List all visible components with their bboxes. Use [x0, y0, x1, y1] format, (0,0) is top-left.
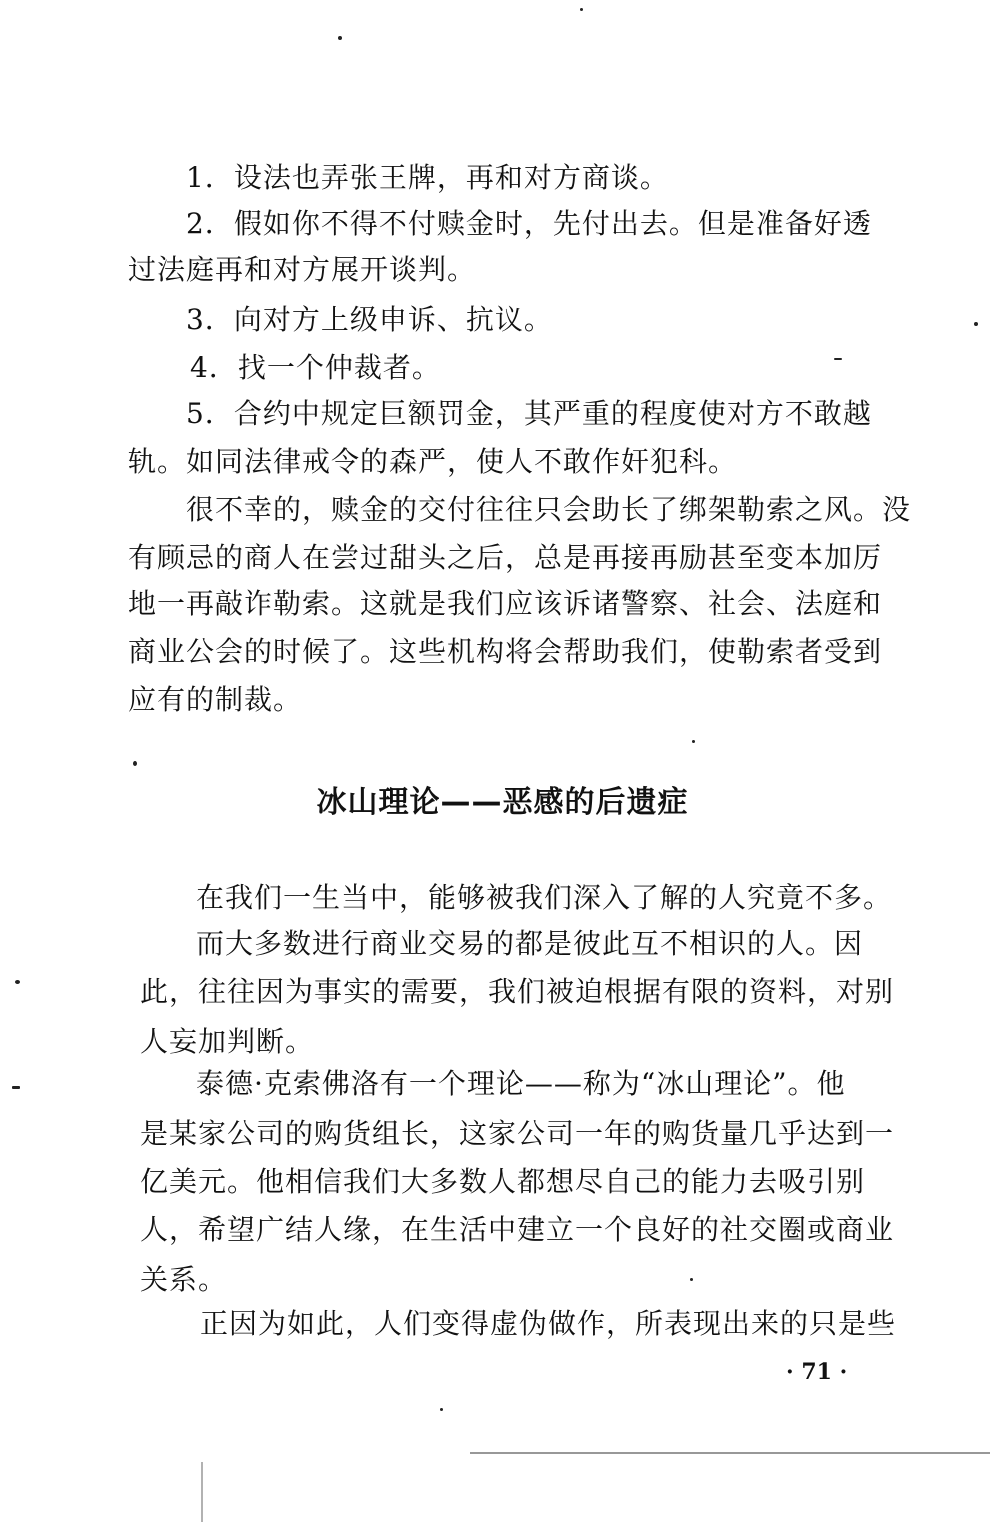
section-paragraph-line: 泰德·克索佛洛有一个理论——称为“冰山理论”。他: [196, 1067, 846, 1100]
section-paragraph-line: 是某家公司的购货组长，这家公司一年的购货量几乎达到一: [140, 1117, 895, 1150]
scan-speck: [133, 761, 137, 766]
scan-speck: [12, 1086, 20, 1089]
section-paragraph-line: 关系。: [140, 1263, 228, 1296]
scan-speck: [690, 1278, 693, 1281]
paragraph-line: 商业公会的时候了。这些机构将会帮助我们，使勒索者受到: [128, 635, 883, 668]
scan-speck: [15, 980, 20, 984]
paragraph-line: 有顾忌的商人在尝过甜头之后，总是再接再励甚至变本加厉: [128, 541, 883, 574]
scan-speck: [692, 740, 695, 743]
list-item-5: 5．合约中规定巨额罚金，其严重的程度使对方不敢越: [186, 397, 872, 430]
scan-speck: [338, 36, 342, 40]
scan-rule-line: [470, 1452, 990, 1454]
section-paragraph-line: 而大多数进行商业交易的都是彼此互不相识的人。因: [196, 927, 864, 960]
scan-margin-mark: [201, 1462, 203, 1522]
section-paragraph-line: 在我们一生当中，能够被我们深入了解的人究竟不多。: [196, 881, 893, 914]
list-item-3: 3．向对方上级申诉、抗议。: [186, 303, 553, 336]
scan-speck: [974, 322, 978, 326]
list-item-4: 4．找一个仲裁者。: [190, 351, 441, 384]
paragraph-line: 地一再敲诈勒索。这就是我们应该诉诸警察、社会、法庭和: [128, 587, 883, 620]
section-paragraph-line: 人妄加判断。: [140, 1025, 315, 1058]
scan-speck: [834, 358, 842, 360]
list-item-1: 1．设法也弄张王牌，再和对方商谈。: [186, 161, 669, 194]
list-item-5-continuation: 轨。如同法律戒令的森严，使人不敢作奸犯科。: [128, 445, 738, 478]
paragraph-line: 应有的制裁。: [128, 683, 303, 716]
section-title: 冰山理论——恶感的后遗症: [316, 785, 689, 820]
list-item-2-continuation: 过法庭再和对方展开谈判。: [128, 253, 477, 286]
page-number: · 71 ·: [786, 1359, 848, 1385]
list-item-2: 2．假如你不得不付赎金时，先付出去。但是准备好透: [186, 207, 872, 240]
section-paragraph-line: 亿美元。他相信我们大多数人都想尽自己的能力去吸引别: [140, 1165, 866, 1198]
scan-speck: [440, 1408, 443, 1411]
section-paragraph-line: 正因为如此，人们变得虚伪做作，所表现出来的只是些: [200, 1307, 897, 1340]
paragraph-line: 很不幸的，赎金的交付往往只会助长了绑架勒索之风。没: [186, 493, 912, 526]
section-paragraph-line: 此，往往因为事实的需要，我们被迫根据有限的资料，对别: [140, 975, 895, 1008]
scan-speck: [580, 8, 583, 11]
section-paragraph-line: 人，希望广结人缘，在生活中建立一个良好的社交圈或商业: [140, 1213, 895, 1246]
